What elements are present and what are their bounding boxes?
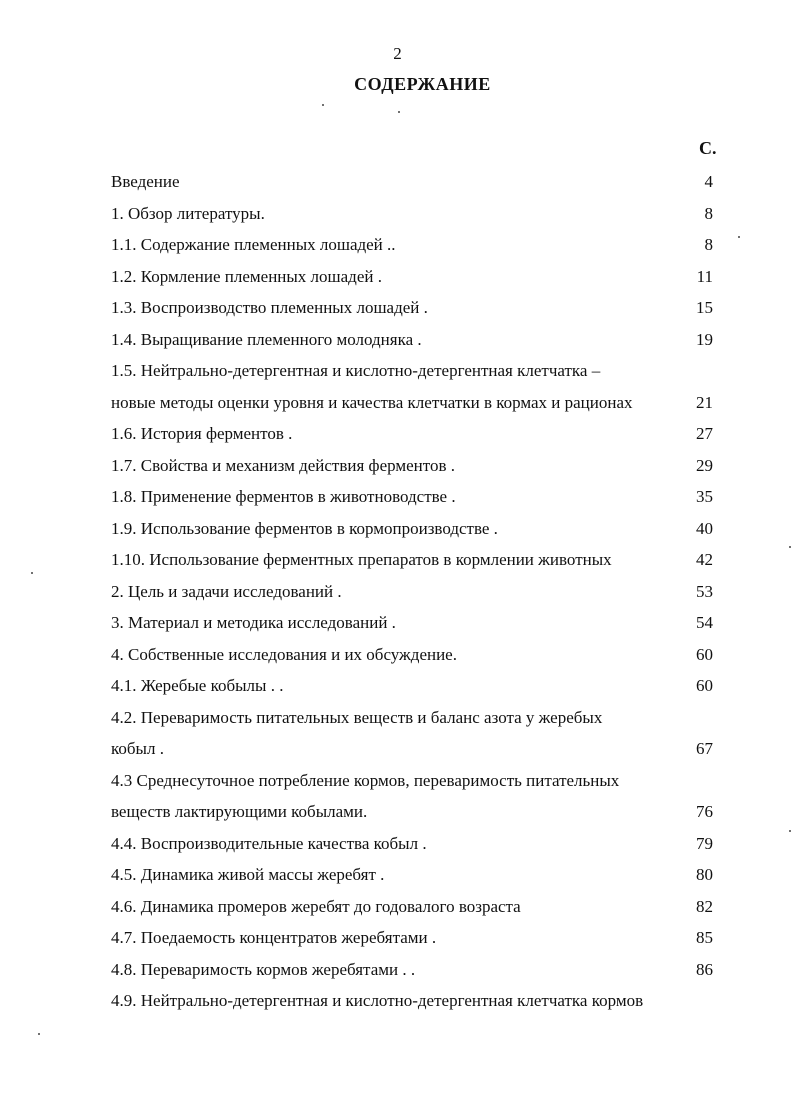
toc-entry-title: 1.1. Содержание племенных лошадей .. xyxy=(111,229,400,261)
toc-entry xyxy=(111,229,713,261)
toc-entry-page: 21 xyxy=(696,392,713,412)
toc-entry xyxy=(111,481,713,513)
toc-entry xyxy=(111,607,713,639)
toc-entry-page: 40 xyxy=(696,518,713,538)
toc-entry-title: 4.7. Поедаемость концентратов жеребятами . xyxy=(111,922,440,954)
toc-entry-title: 1.5. Нейтрально-детергентная и кислотно-детергентная клетчатка – xyxy=(111,355,600,387)
toc-entry-title: 1.9. Использование ферментов в кормопроизводстве . xyxy=(111,513,502,545)
toc-entry-page: 54 xyxy=(696,613,713,632)
toc-entry-page: 53 xyxy=(696,581,713,601)
toc-entry-title: 4.5. Динамика живой массы жеребят . xyxy=(111,859,388,891)
toc-entry-title: 1.2. Кормление племенных лошадей . xyxy=(111,261,386,293)
toc-entry-title: 4.1. Жеребые кобылы . . xyxy=(111,670,287,702)
toc-entry-title: 4.4. Воспроизводительные качества кобыл . xyxy=(111,828,431,860)
toc-entry-page: 86 xyxy=(696,959,713,979)
scan-speck xyxy=(322,104,324,106)
toc-entry-title: 4.3 Среднесуточное потребление кормов, переваримость питательных xyxy=(111,765,619,797)
toc-entry xyxy=(111,954,713,986)
toc-entry-title: 4.2. Переваримость питательных веществ и баланс азота у жеребых xyxy=(111,702,602,734)
page-number: 2 xyxy=(393,44,402,63)
toc-entry xyxy=(111,796,713,828)
table-of-contents xyxy=(111,166,713,1017)
toc-entry xyxy=(111,261,713,293)
toc-entry-page: 35 xyxy=(696,487,713,506)
toc-entry xyxy=(111,387,713,419)
toc-entry-page: 60 xyxy=(696,676,713,695)
toc-entry xyxy=(111,765,713,797)
toc-entry xyxy=(111,324,713,356)
toc-entry xyxy=(111,166,713,198)
toc-entry-title: Введение xyxy=(111,166,184,198)
page-title: СОДЕРЖАНИЕ xyxy=(354,74,491,94)
toc-entry-page: 19 xyxy=(696,329,713,349)
toc-entry-title: веществ лактирующими кобылами. xyxy=(111,796,371,828)
toc-entry xyxy=(111,702,713,734)
toc-entry-page: 82 xyxy=(696,896,713,916)
toc-entry-page: 8 xyxy=(704,235,713,254)
toc-entry xyxy=(111,292,713,324)
toc-entry xyxy=(111,670,713,702)
toc-entry-title: 4. Собственные исследования и их обсуждение. xyxy=(111,639,461,671)
scan-speck xyxy=(789,546,791,548)
toc-entry-page: 42 xyxy=(696,550,713,569)
scan-speck xyxy=(738,236,740,238)
toc-entry-title: 1.10. Использование ферментных препаратов в кормлении животных xyxy=(111,544,616,576)
toc-entry-page: 80 xyxy=(696,865,713,884)
toc-entry-title: 4.6. Динамика промеров жеребят до годовалого возраста xyxy=(111,891,525,923)
scan-speck xyxy=(789,830,791,832)
toc-entry-title: 1.6. История ферментов . xyxy=(111,418,296,450)
toc-entry xyxy=(111,639,713,671)
toc-entry-page: 76 xyxy=(696,802,713,821)
toc-entry xyxy=(111,985,713,1017)
toc-entry-title: 1.8. Применение ферментов в животноводстве . xyxy=(111,481,460,513)
toc-entry xyxy=(111,355,713,387)
toc-entry-page: 4 xyxy=(704,172,713,191)
toc-entry-page: 79 xyxy=(696,833,713,853)
toc-entry-page: 8 xyxy=(704,203,713,223)
toc-entry-page: 67 xyxy=(696,739,713,758)
toc-entry-title: 1.7. Свойства и механизм действия ферментов . xyxy=(111,450,459,482)
toc-entry-page: 15 xyxy=(696,298,713,317)
toc-entry-page: 60 xyxy=(696,644,713,664)
toc-entry xyxy=(111,450,713,482)
toc-entry xyxy=(111,544,713,576)
toc-entry-title: 3. Материал и методика исследований . xyxy=(111,607,400,639)
toc-entry-title: новые методы оценки уровня и качества клетчатки в кормах и рационах xyxy=(111,387,633,419)
toc-entry-title: 4.8. Переваримость кормов жеребятами . . xyxy=(111,954,419,986)
toc-entry-page: 11 xyxy=(696,266,713,286)
toc-entry xyxy=(111,859,713,891)
toc-entry xyxy=(111,576,713,608)
toc-entry-page: 29 xyxy=(696,455,713,475)
toc-entry xyxy=(111,513,713,545)
toc-entry-title: кобыл . xyxy=(111,733,168,765)
toc-entry-title: 1. Обзор литературы. xyxy=(111,198,269,230)
toc-entry-title: 1.4. Выращивание племенного молодняка . xyxy=(111,324,426,356)
scan-speck xyxy=(31,572,33,574)
toc-entry xyxy=(111,198,713,230)
toc-entry-title: 4.9. Нейтрально-детергентная и кислотно-детергентная клетчатка кормов xyxy=(111,985,643,1017)
scan-speck xyxy=(398,111,400,113)
toc-entry xyxy=(111,828,713,860)
toc-entry xyxy=(111,922,713,954)
toc-entry xyxy=(111,418,713,450)
scan-speck xyxy=(38,1033,40,1035)
toc-entry-title: 1.3. Воспроизводство племенных лошадей . xyxy=(111,292,432,324)
toc-entry-page: 85 xyxy=(696,928,713,947)
toc-entry xyxy=(111,891,713,923)
page-column-header: С. xyxy=(699,138,717,158)
toc-entry xyxy=(111,733,713,765)
toc-entry-title: 2. Цель и задачи исследований . xyxy=(111,576,346,608)
toc-entry-page: 27 xyxy=(696,424,713,443)
